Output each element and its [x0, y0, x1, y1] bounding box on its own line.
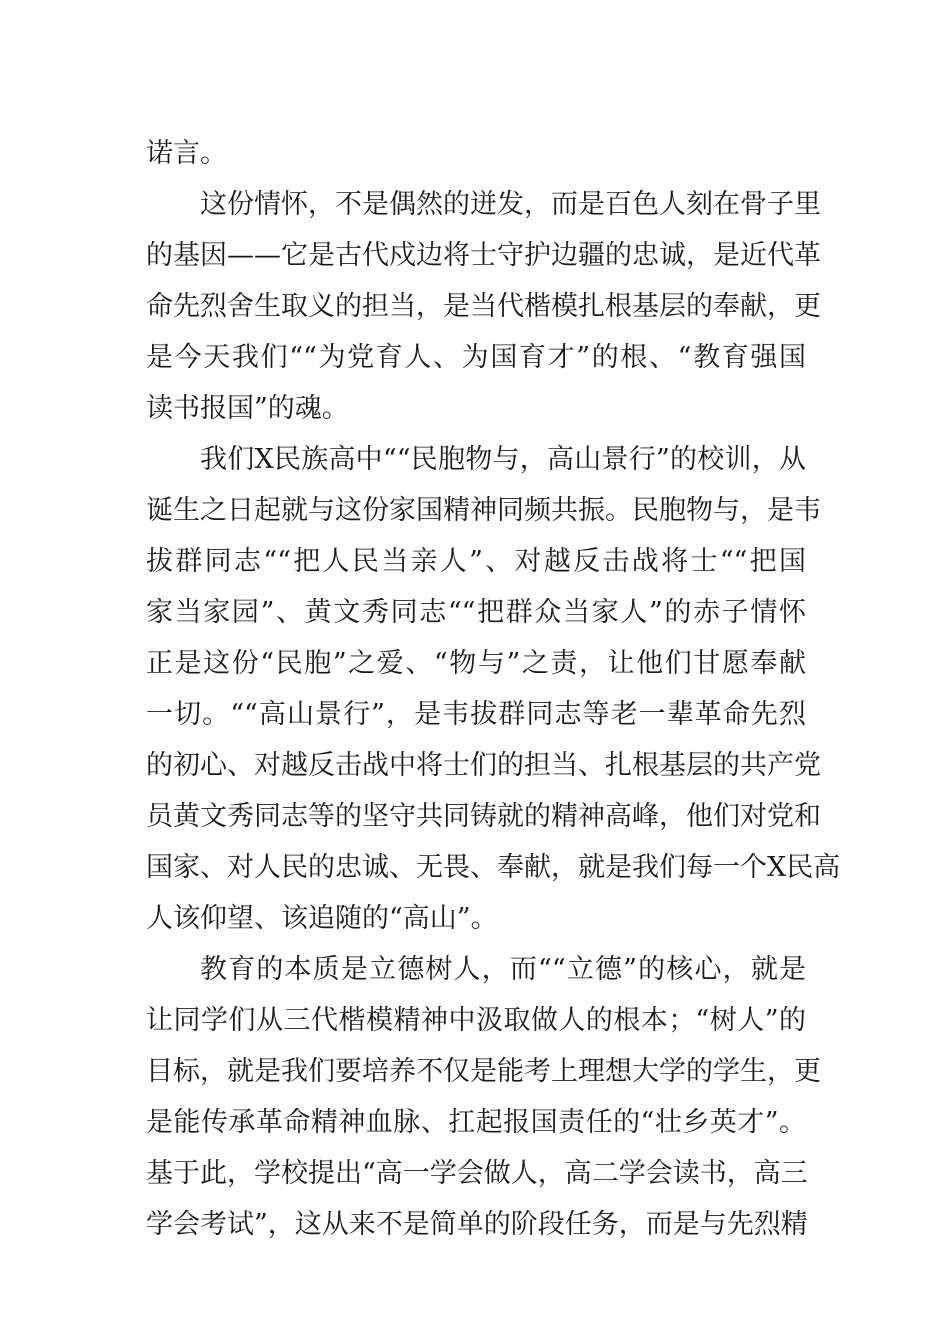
text-line: 目标，就是我们要培养不仅是能考上理想大学的学生，更 — [146, 1056, 821, 1087]
text-line: 让同学们从三代楷模精神中汲取做人的根本；“树人”的 — [146, 1005, 806, 1036]
text-line: 我们X民族高中““民胞物与，高山景行”的校训，从 — [200, 444, 806, 475]
text-line: 诺言。 — [146, 138, 227, 169]
text-line: 教育的本质是立德树人，而““立德”的核心，就是 — [200, 954, 806, 985]
text-line: 一切。““高山景行”，是韦拔群同志等老一辈革命先烈 — [146, 699, 806, 730]
text-line: 这份情怀，不是偶然的迸发，而是百色人刻在骨子里 — [200, 189, 821, 220]
document-body — [146, 128, 841, 1250]
text-line: 员黄文秀同志等的坚守共同铸就的精神高峰，他们对党和 — [146, 801, 821, 832]
text-line: 诞生之日起就与这份家国精神同频共振。民胞物与，是韦 — [146, 495, 821, 526]
text-line: 学会考试”，这从来不是简单的阶段任务，而是与先烈精 — [146, 1209, 808, 1240]
text-line: 是能传承革命精神血脉、扛起报国责任的“壮乡英才”。 — [146, 1107, 806, 1138]
text-line: 读书报国”的魂。 — [146, 393, 349, 424]
text-line: 正是这份“民胞”之爱、“物与”之责，让他们甘愿奉献 — [146, 648, 806, 679]
text-line: 的基因——它是古代戍边将士守护边疆的忠诚，是近代革 — [146, 240, 821, 271]
text-line: 家当家园”、黄文秀同志““把群众当家人”的赤子情怀 — [146, 597, 806, 628]
text-line: 基于此，学校提出“高一学会做人，高二学会读书，高三 — [146, 1158, 808, 1189]
text-line: 拔群同志““把人民当亲人”、对越反击战将士““把国 — [146, 546, 806, 577]
text-line: 命先烈舍生取义的担当，是当代楷模扎根基层的奉献，更 — [146, 291, 821, 322]
text-line: 是今天我们““为党育人、为国育才”的根、“教育强国 — [146, 342, 806, 373]
text-line: 国家、对人民的忠诚、无畏、奉献，就是我们每一个X民高 — [146, 852, 841, 883]
text-line: 人该仰望、该追随的“高山”。 — [146, 903, 498, 934]
text-line: 的初心、对越反击战中将士们的担当、扎根基层的共产党 — [146, 750, 821, 781]
